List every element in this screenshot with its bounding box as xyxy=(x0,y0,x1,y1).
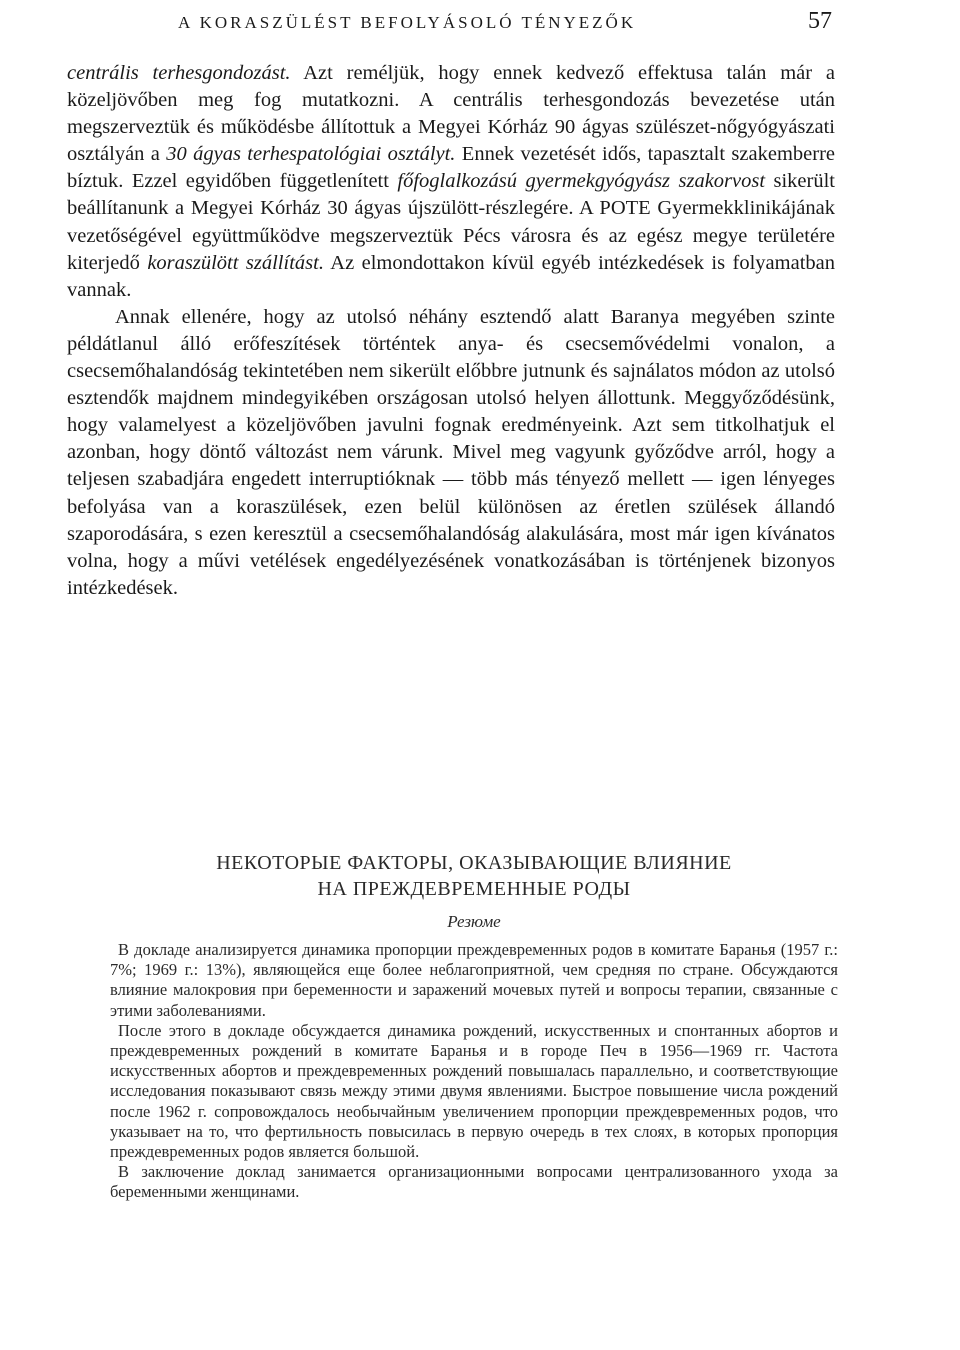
summary-paragraph-3: В заключение доклад занимается организационными вопросами централизованного ухода за беременными женщинами. xyxy=(110,1162,838,1202)
italic-phrase: 30 ágyas terhespatológiai osztályt. xyxy=(166,143,456,166)
text-run: Azt reméljük, hogy ennek kedvező effektusa talán már a közeljövőben meg fog mutatkozni. A centrális terhesgondozás bevezetése után megszerveztük és működésbe állítottuk a Megyei Kórház 90 ágyas szülészet-nőgyógyászati osztályán a xyxy=(67,62,835,166)
summary-paragraph-1: В докладе анализируется динамика пропорции преждевременных родов в комитате Баранья (1957 г.: 7%; 1969 г.: 13%), являющейся еще более неблагоприятной, чем средняя по стране. Обсуждаются влияние малокровия при беременности и заражений мочевых путей и вопросы терапии, связанные с этими заболеваниями. xyxy=(110,940,838,1020)
summary-title-line-2: НА ПРЕЖДЕВРЕМЕННЫЕ РОДЫ xyxy=(317,878,631,900)
summary-paragraph-2: После этого в докладе обсуждается динамика рождений, искусственных и спонтанных абортов и преждевременных рождений в комитате Баранья и в городе Печ в 1956—1969 гг. Частота искусственных абортов и преждевременных рождений повышалась параллельно, и соответствующие исследования показывают связь между этими двумя явлениями. Быстрое повышение числа рождений после 1962 г. сопровождалось необычайным увеличением пропорции преждевременных родов, что указывает на то, что фертильность повысилась в первую очередь в тех слоях, в которых пропорция преждевременных родов является большой. xyxy=(110,1020,838,1162)
summary-title-line-1: НЕКОТОРЫЕ ФАКТОРЫ, ОКАЗЫВАЮЩИЕ ВЛИЯНИЕ xyxy=(216,852,732,874)
page-number: 57 xyxy=(808,8,832,34)
paragraph-1 xyxy=(67,60,835,304)
paragraph-2: Annak ellenére, hogy az utolsó néhány esztendő alatt Baranya megyében szinte példátlanul álló erőfeszítések történtek anya- és csecsemővédelmi vonalon, a csecsemőhalandóság tekintetében nem sikerült előbbre jutnunk és sajnálatos módon az utolsó esztendők majdnem mindegyikében országosan utolsó helyen állottunk. Meggyőződésünk, hogy valamelyest a közeljövőben javulni fognak eredményeink. Azt sem titkolhatjuk el azonban, hogy döntő változást nem várunk. Mivel meg vagyunk győződve arról, hogy a teljesen szabadjára engedett interruptióknak — több más tényező mellett — igen lényeges befolyása van a koraszülések, ezen belül különösen az éretlen szülések állandó szaporodására, s ezen keresztül a csecsemőhalandóság alakulására, most már igen kívánatos volna, hogy a művi vetélések engedélyezésének vonatkozásában is történjenek bizonyos intézkedések. xyxy=(67,305,835,599)
running-head xyxy=(178,8,832,38)
text-run: Ennek vezetését idős, tapasztalt szakemberre bíztuk. Ezzel egyidőben függetlenített xyxy=(67,143,836,193)
text-run: Az elmondottakon kívül egyéb intézkedések is folyamatban vannak. xyxy=(67,251,835,301)
body-text xyxy=(67,60,835,602)
italic-phrase: koraszülött szállítást. xyxy=(147,251,324,274)
italic-phrase: főfoglalkozású gyermekgyógyász szakorvost xyxy=(397,170,766,193)
text-run: sikerült beállítanunk a Megyei Kórház 30 ágyas újszülött-részlegére. A POTE Gyermekklinikájának vezetőségével együttműködve megszerveztük Pécs városra és az egész megye területére kiterjedő xyxy=(67,170,835,274)
russian-summary xyxy=(110,850,838,1203)
summary-title xyxy=(110,850,838,902)
summary-subtitle: Резюме xyxy=(447,912,501,931)
running-title: A KORASZÜLÉST BEFOLYÁSOLÓ TÉNYEZŐK xyxy=(178,13,637,32)
italic-phrase: centrális terhesgondozást. xyxy=(67,62,291,84)
